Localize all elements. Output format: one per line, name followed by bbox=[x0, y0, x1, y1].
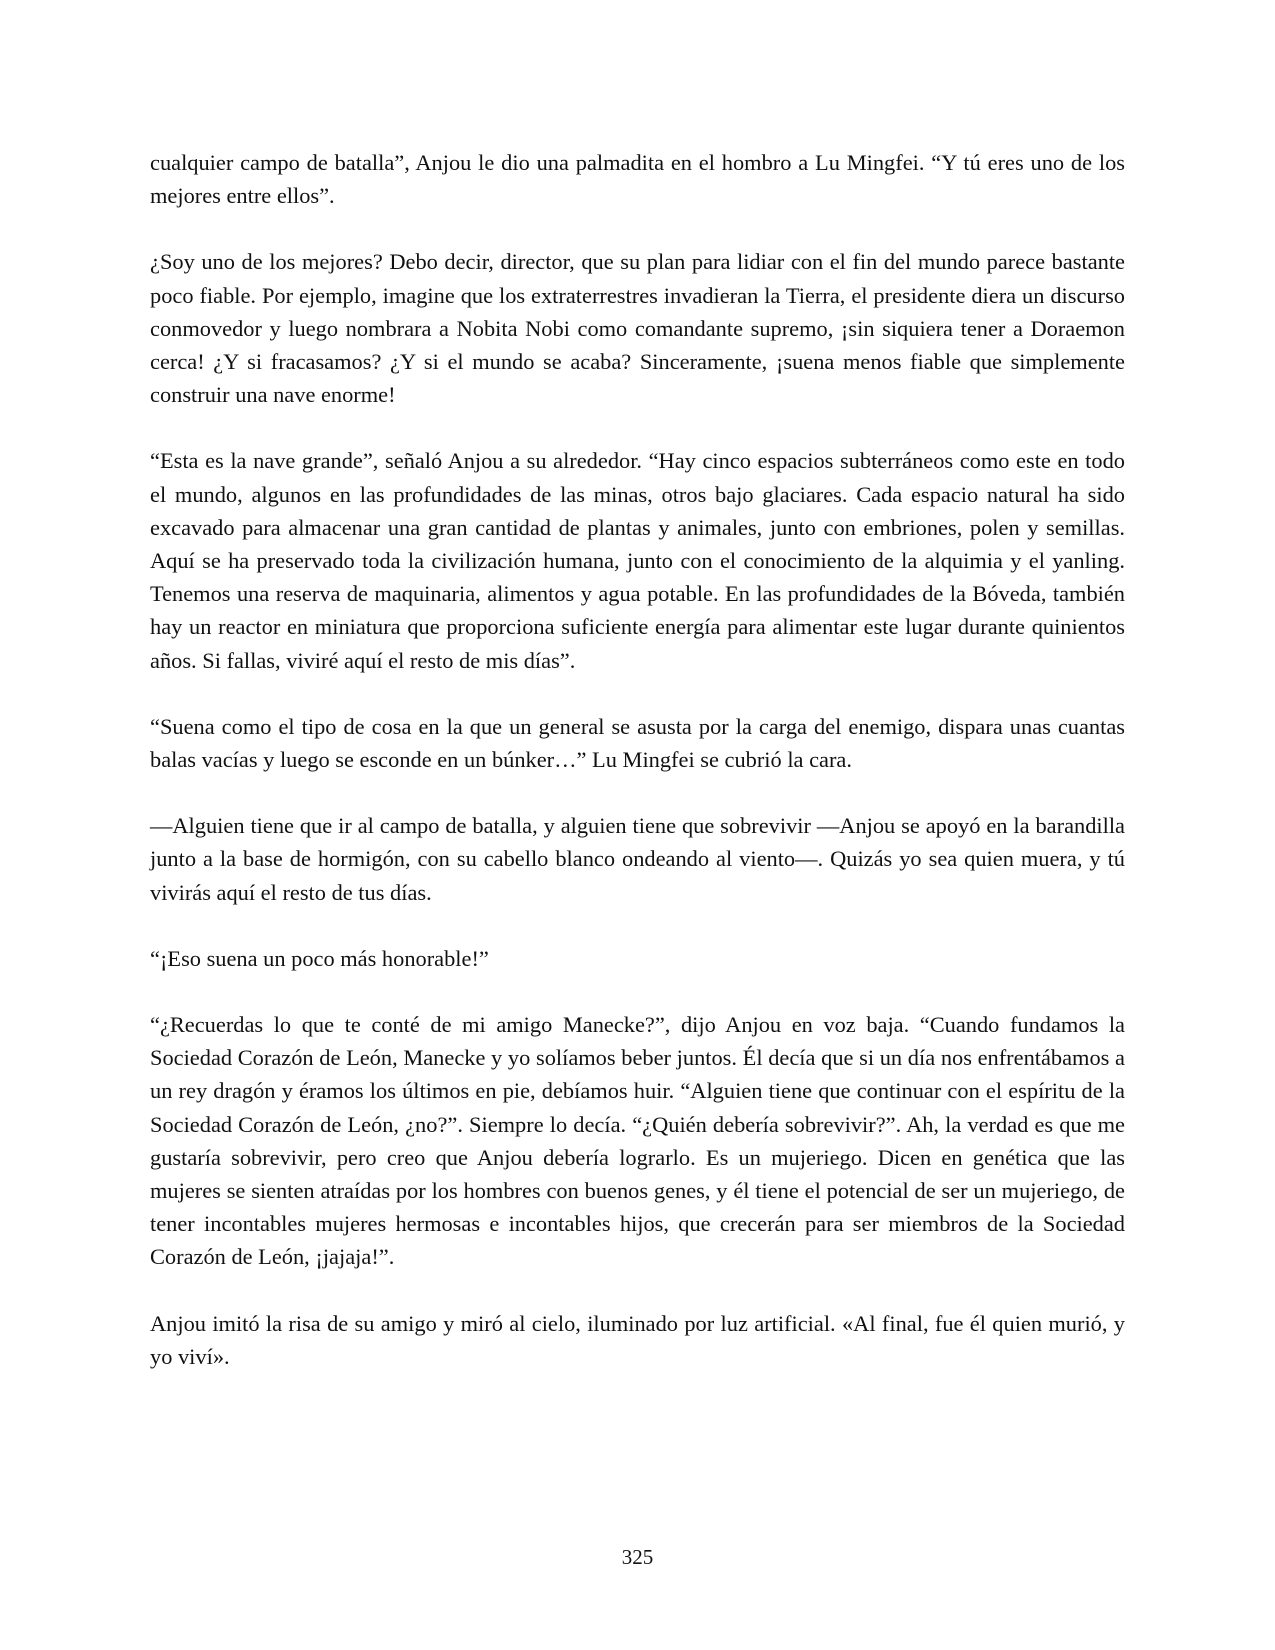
paragraph-7: “¿Recuerdas lo que te conté de mi amigo Manecke?”, dijo Anjou en voz baja. “Cuando fundamos la Sociedad Corazón de León, Manecke y yo solíamos beber juntos. Él decía que si un día nos enfrentábamos a un rey dragón y éramos los últimos en pie, debíamos huir. “Alguien tiene que continuar con el espíritu de la Sociedad Corazón de León, ¿no?”. Siempre lo decía. “¿Quién debería sobrevivir?”. Ah, la verdad es que me gustaría sobrevivir, pero creo que Anjou debería lograrlo. Es un mujeriego. Dicen en genética que las mujeres se sienten atraídas por los hombres con buenos genes, y él tiene el potencial de ser un mujeriego, de tener incontables mujeres hermosas e incontables hijos, que crecerán para ser miembros de la Sociedad Corazón de León, ¡jajaja!”. bbox=[150, 1012, 1125, 1270]
paragraph-4: “Suena como el tipo de cosa en la que un general se asusta por la carga del enemigo, dispara unas cuantas balas vacías y luego se esconde en un búnker…” Lu Mingfei se cubrió la cara. bbox=[150, 713, 1125, 773]
page-number: 325 bbox=[621, 1545, 654, 1569]
paragraph-6: “¡Eso suena un poco más honorable!” bbox=[150, 945, 489, 971]
paragraph-8: Anjou imitó la risa de su amigo y miró al cielo, iluminado por luz artificial. «Al final, fue él quien murió, y yo viví». bbox=[150, 1310, 1125, 1369]
page-body bbox=[150, 146, 1125, 1373]
paragraph-1: cualquier campo de batalla”, Anjou le dio una palmadita en el hombro a Lu Mingfei. “Y tú eres uno de los mejores entre ellos”. bbox=[150, 150, 1125, 209]
paragraph-3: “Esta es la nave grande”, señaló Anjou a su alrededor. “Hay cinco espacios subterráneos como este en todo el mundo, algunos en las profundidades de las minas, otros bajo glaciares. Cada espacio natural ha sido excavado para almacenar una gran cantidad de plantas y animales, junto con embriones, polen y semillas. Aquí se ha preservado toda la civilización humana, junto con el conocimiento de la alquimia y el yanling. Tenemos una reserva de maquinaria, alimentos y agua potable. En las profundidades de la Bóveda, también hay un reactor en miniatura que proporciona suficiente energía para alimentar este lugar durante quinientos años. Si fallas, viviré aquí el resto de mis días”. bbox=[150, 448, 1125, 673]
paragraph-5: —Alguien tiene que ir al campo de batalla, y alguien tiene que sobrevivir —Anjou se apoyó en la barandilla junto a la base de hormigón, con su cabello blanco ondeando al viento—. Quizás yo sea quien muera, y tú vivirás aquí el resto de tus días. bbox=[150, 813, 1125, 905]
paragraph-2: ¿Soy uno de los mejores? Debo decir, director, que su plan para lidiar con el fin del mundo parece bastante poco fiable. Por ejemplo, imagine que los extraterrestres invadieran la Tierra, el presidente diera un discurso conmovedor y luego nombrara a Nobita Nobi como comandante supremo, ¡sin siquiera tener a Doraemon cerca! ¿Y si fracasamos? ¿Y si el mundo se acaba? Sinceramente, ¡suena menos fiable que simplemente construir una nave enorme! bbox=[150, 249, 1125, 408]
